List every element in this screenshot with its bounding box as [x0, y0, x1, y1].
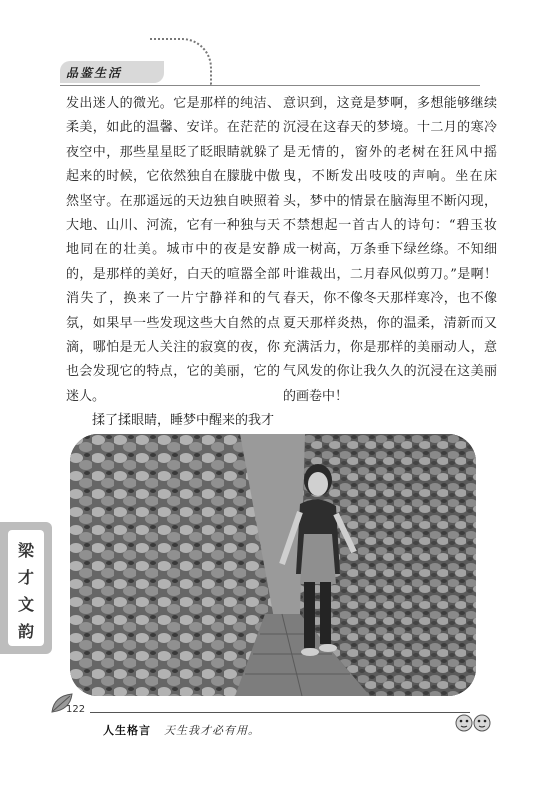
side-tab-char: 梁: [17, 541, 34, 560]
greenhouse-photo: [70, 434, 476, 696]
left-paragraph-2: 揉了揉眼睛，睡梦中醒来的我才: [92, 413, 275, 429]
motto-text: 天生我才必有用。: [164, 724, 260, 737]
greenhouse-photo-art: [70, 434, 476, 696]
motto-label: 人生格言: [103, 724, 151, 737]
header-divider: [60, 85, 480, 86]
right-paragraph-1: 意识到，这竟是梦啊，多想能够继续沉浸在这春天的梦境。十二月的寒冷是无情的，窗外的老树在狂风中摇曳，不断发出吱吱的声响。坐在床头，梦中的情景在脑海里不断闪现，不禁想起一首古人的诗句：“碧玉妆成一树高，万条垂下绿丝绦。不知细叶谁裁出，二月春风似剪刀。”是啊！春天，你不像冬天那样寒冷，也不像夏天那样炎热，你的温柔，清新而又充满活力，你是那样的美丽动人，意气风发的你让我久久的沉浸在这美丽的画卷中！: [283, 96, 497, 404]
page-number: 122: [66, 704, 86, 715]
left-paragraph-1: 发出迷人的微光。它是那样的纯洁、柔美，如此的温馨、安详。在茫茫的夜空中，那些星星眨了眨眼睛就躲了起来的时候，它依然独自在朦胧中傲然坚守。在那遥远的天边独自映照着大地、山川、河流，它有一种独与天地同在的壮美。城市中的夜是安静的，是那样的美好，白天的喧嚣全部消失了，换来了一片宁静祥和的气氛，如果早一些发现这些大自然的点滴，哪怕是无人关注的寂寞的夜，你也会发现它的特点，它的美丽，它的迷人。: [66, 96, 280, 404]
right-column: [283, 92, 497, 409]
side-tab-char: 文: [17, 595, 34, 614]
side-tab-char: 才: [17, 568, 34, 587]
side-tab-char: 韵: [17, 622, 34, 641]
section-title: 品鉴生活: [66, 66, 123, 80]
left-column: [66, 92, 280, 434]
mascot-icon: [455, 711, 491, 735]
footer-divider: [90, 712, 470, 713]
